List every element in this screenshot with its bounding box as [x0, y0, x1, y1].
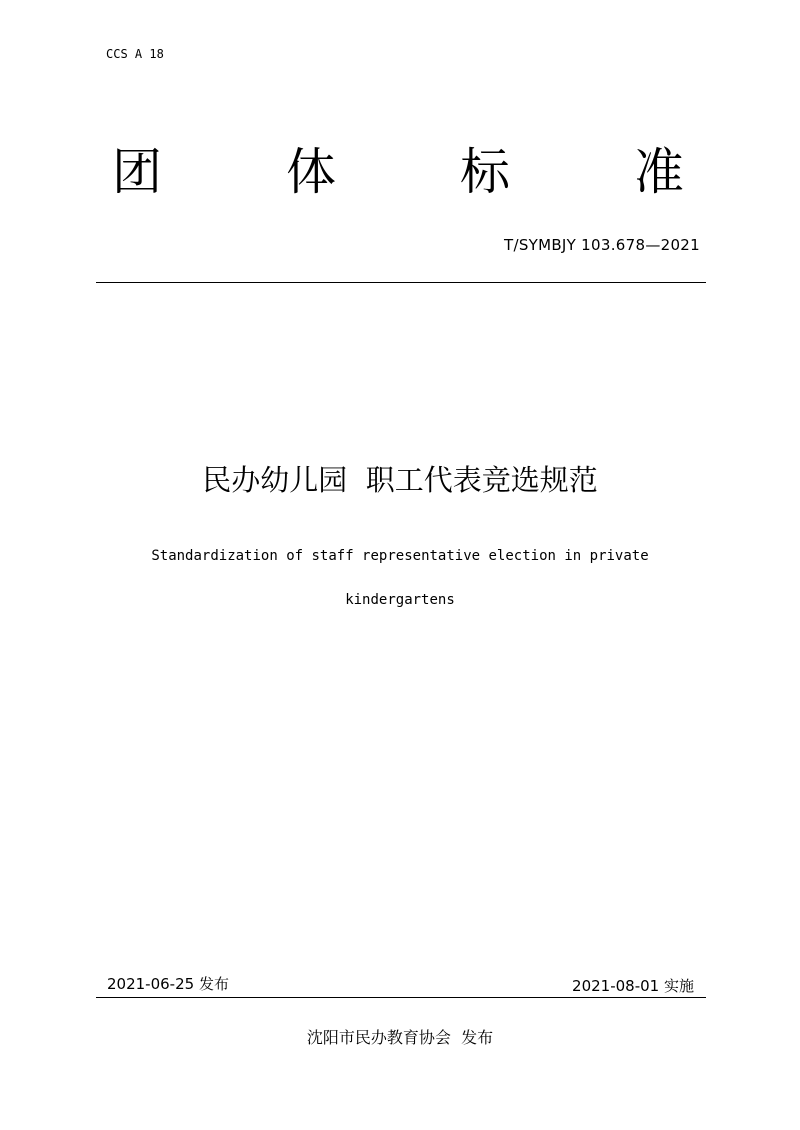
standard-type-char-4: 准	[634, 143, 684, 201]
english-title-line-1: Standardization of staff representative election in private	[151, 548, 649, 564]
publisher: 沈阳市民办教育协会 发布	[306, 1028, 494, 1047]
standard-type-char-3: 标	[460, 143, 510, 201]
publish-date: 2021-06-25 发布	[107, 975, 229, 993]
standard-number: T/SYMBJY 103.678—2021	[504, 236, 700, 254]
implement-date: 2021-08-01 实施	[572, 977, 694, 995]
english-title-line-2: kindergartens	[345, 592, 455, 608]
chinese-title: 民办幼儿园 职工代表竞选规范	[202, 463, 598, 497]
standard-type-char-2: 体	[286, 143, 336, 201]
top-divider	[96, 282, 706, 283]
ccs-code: CCS A 18	[106, 47, 164, 61]
bottom-divider	[96, 997, 706, 998]
standard-type-char-1: 团	[112, 143, 162, 201]
